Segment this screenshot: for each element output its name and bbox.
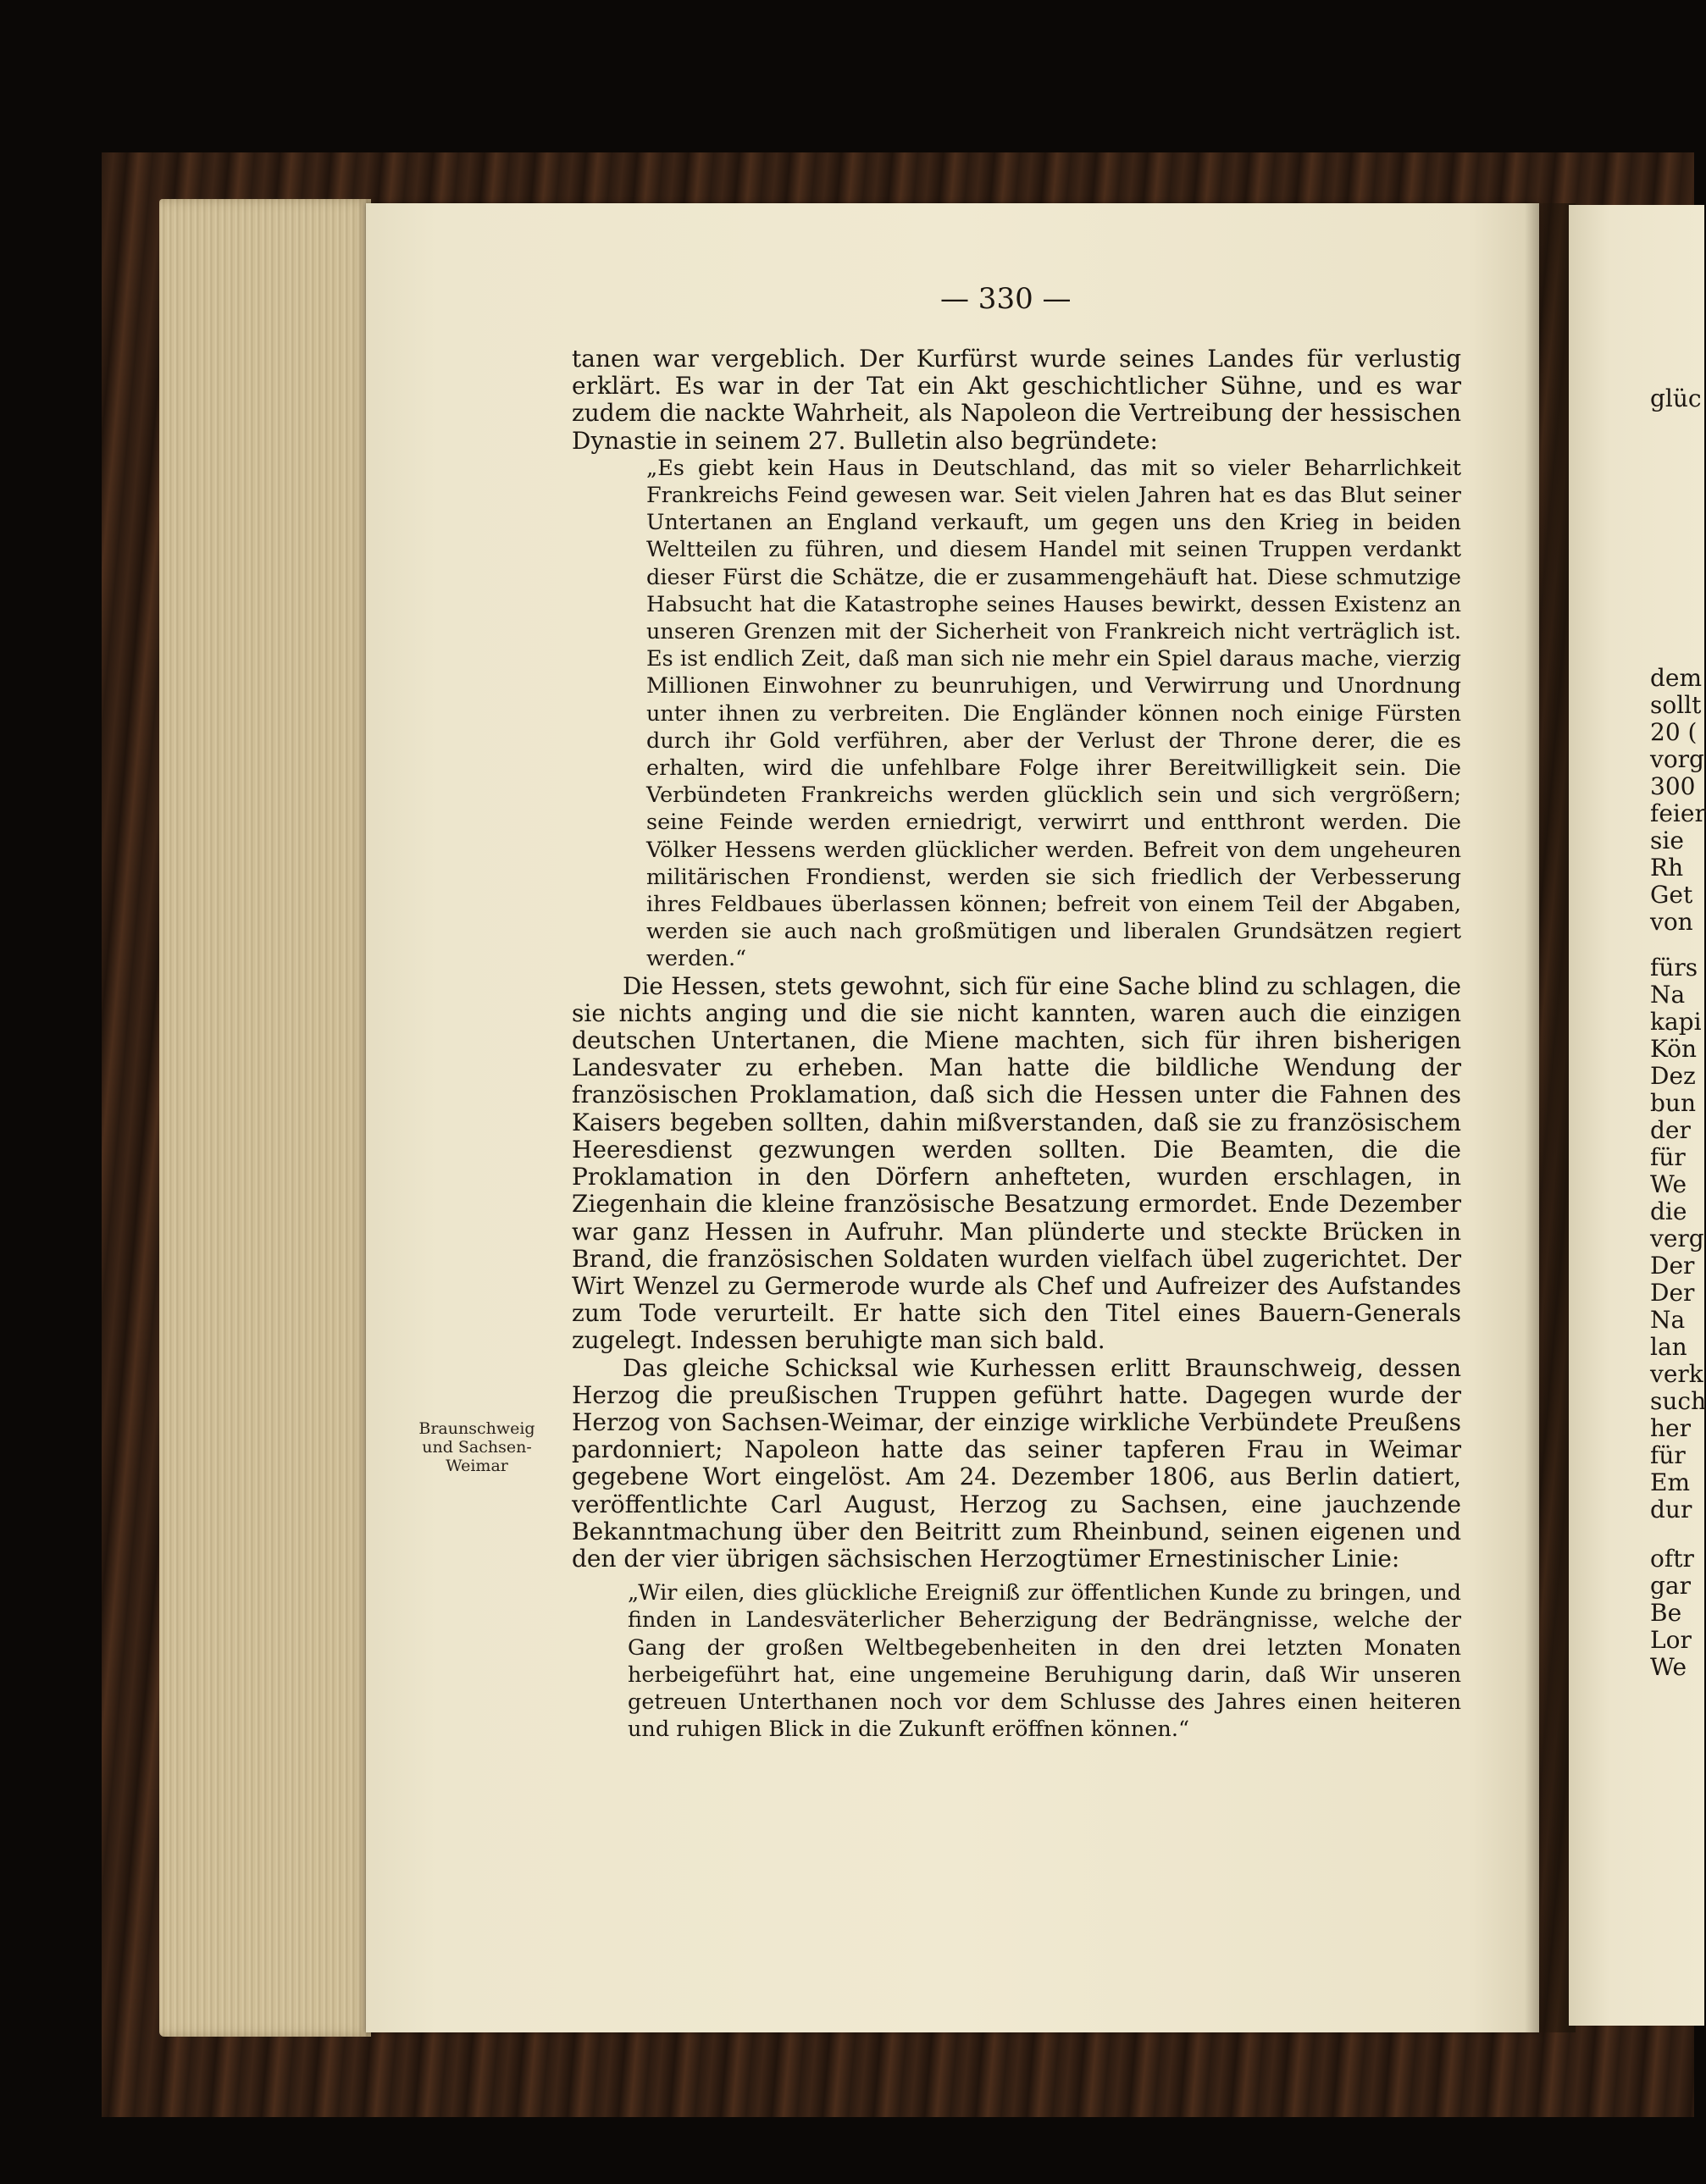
paragraph: Das gleiche Schicksal wie Kurhessen erlitt Braunschweig, dessen Herzog die preußischen Truppen geführt hatte. Dagegen wurde der Herzog von Sachsen-Weimar, der einzige wirkliche Verbündete Preußens pardonniert; Napoleon hatte das seiner tapferen Frau in Weimar gegebene Wort eingelöst. Am 24. Dezember 1806, aus Berlin datiert, veröffentlichte Carl August, Herzog zu Sachsen, eine jauchzende Bekanntmachung über den Beitritt zum Rheinbund, seinen eigenen und den der vier übrigen sächsischen Herzogtümer Ernestinischer Linie: xyxy=(572,1353,1461,1573)
facing-page-fragment: We xyxy=(1650,1653,1687,1681)
facing-page-text xyxy=(1650,384,1706,1706)
facing-page-fragment: Der xyxy=(1650,1279,1695,1307)
facing-page-fragment: 300 xyxy=(1650,772,1696,800)
facing-page-fragment: sollt xyxy=(1650,691,1702,719)
facing-page-fragment: glüc xyxy=(1650,384,1702,412)
facing-page-fragment: verg xyxy=(1650,1225,1704,1252)
facing-page-fragment: Na xyxy=(1650,981,1686,1009)
facing-page-fragment: die xyxy=(1650,1197,1687,1225)
facing-page-fragment: We xyxy=(1650,1170,1687,1198)
facing-page-fragment: Dez xyxy=(1650,1062,1696,1090)
facing-page-fragment: Get xyxy=(1650,881,1693,909)
facing-page-fragment: Der xyxy=(1650,1252,1695,1280)
facing-page-fragment: für xyxy=(1650,1441,1686,1469)
facing-page-fragment: gar xyxy=(1650,1572,1692,1600)
facing-page-fragment: von xyxy=(1650,908,1693,936)
facing-page-fragment: Be xyxy=(1650,1599,1682,1627)
facing-page-fragment: dem xyxy=(1650,664,1703,692)
margin-note: Braunschweig und Sachsen-Weimar xyxy=(418,1419,535,1475)
facing-page-fragment: 20 ( xyxy=(1650,718,1698,746)
facing-page-fragment: sie xyxy=(1650,827,1684,854)
facing-page-fragment: feier xyxy=(1650,799,1706,827)
page-block-edges xyxy=(159,199,371,2037)
facing-page-fragment: Em xyxy=(1650,1468,1690,1496)
facing-page-fragment: vorg xyxy=(1650,745,1704,773)
facing-page-fragment: dur xyxy=(1650,1496,1692,1523)
facing-page-fragment: Rh xyxy=(1650,854,1684,882)
facing-page-fragment: oftr xyxy=(1650,1545,1694,1573)
facing-page-fragment: kapi xyxy=(1650,1008,1702,1036)
facing-page-fragment: verk xyxy=(1650,1360,1703,1388)
block-quote: „Es giebt kein Haus in Deutschland, das mit so vieler Beharrlichkeit Frankreichs Feind gewesen war. Seit vielen Jahren hat es das Blut seiner Untertanen an England verkauft, um gegen uns den Krieg in beiden Weltteilen zu führen, und diesem Handel mit seinen Truppen verdankt dieser Fürst die Schätze, die er zusammengehäuft hat. Diese schmutzige Habsucht hat die Katastrophe seines Hauses bewirkt, dessen Existenz an unseren Grenzen mit der Sicherheit von Frankreich nicht verträglich ist. Es ist endlich Zeit, daß man sich nie mehr ein Spiel daraus mache, vierzig Millionen Einwohner zu beunruhigen, und Verwirrung und Unordnung unter ihnen zu verbreiten. Die Engländer können noch einige Fürsten durch ihr Gold verführen, aber der Verlust der Throne derer, die es erhalten, wird die unfehlbare Folge ihrer Bereitwilligkeit sein. Die Verbündeten Frankreichs werden glücklich sein und sich vergrößern; seine Feinde werden erniedrigt, verwirrt und entthront werden. Die Völker Hessens werden glücklicher werden. Befreit von dem ungeheuren militärischen Frondienst, werden sie sich friedlich der Verbesserung ihres Feldbaues überlassen können; befreit von einem Teil der Abgaben, werden sie auch nach großmütigen und liberalen Grundsätzen regiert werden.“ xyxy=(646,455,1461,972)
paragraph: Die Hessen, stets gewohnt, sich für eine Sache blind zu schlagen, die sie nichts anging und die sie nicht kannten, waren auch die einzigen deutschen Untertanen, die Miene machten, sich für ihren bisherigen Landesvater zu erheben. Man hatte die bildliche Wendung der französischen Proklamation, daß sich die Hessen unter die Fahnen des Kaisers begeben sollten, dahin mißverstanden, daß sie zu französischem Heeresdienst gezwungen werden sollten. Die Beamten, die die Proklamation in den Dörfern anhefteten, wurden erschlagen, in Ziegenhain die kleine französische Besatzung ermordet. Ende Dezember war ganz Hessen in Aufruhr. Man plünderte und steckte Brücken in Brand, die französischen Soldaten wurden vielfach übel zugerichtet. Der Wirt Wenzel zu Germerode wurde als Chef und Aufreizer des Aufstandes zum Tode verurteilt. Er hatte sich den Titel eines Bauern-Generals zugelegt. Indessen beruhigte man sich bald. xyxy=(572,971,1461,1355)
facing-page-fragment: Na xyxy=(1650,1306,1686,1334)
paragraph: tanen war vergeblich. Der Kurfürst wurde seines Landes für verlustig erklärt. Es war in der Tat ein Akt geschichtlicher Sühne, und es war zudem die nackte Wahrheit, als Napoleon die Vertreibung der hessischen Dynastie in seinem 27. Bulletin also begründete: xyxy=(572,345,1461,455)
facing-page-fragment: der xyxy=(1650,1116,1691,1144)
facing-page-fragment: lan xyxy=(1650,1333,1687,1361)
page-number: — 330 — xyxy=(940,282,1072,316)
book-gutter-shadow xyxy=(1525,203,1576,2032)
block-quote: „Wir eilen, dies glückliche Ereigniß zur öffentlichen Kunde zu bringen, und finden in Landesväterlicher Beherzigung der Bedrängnisse, welche der Gang der großen Weltbegebenheiten in den drei letzten Monaten herbeigeführt hat, eine ungemeine Beruhigung darin, daß Wir unseren getreuen Unterthanen noch vor dem Schlusse des Jahres einen heiteren und ruhigen Blick in die Zukunft eröffnen können.“ xyxy=(628,1580,1461,1743)
page-body xyxy=(572,346,1461,1743)
facing-page-fragment: für xyxy=(1650,1143,1686,1171)
facing-page-fragment: bun xyxy=(1650,1089,1696,1117)
facing-page-fragment: fürs xyxy=(1650,954,1698,981)
facing-page-fragment: her xyxy=(1650,1414,1691,1442)
facing-page-fragment: Kön xyxy=(1650,1035,1698,1063)
facing-page-fragment: such xyxy=(1650,1387,1706,1415)
facing-page-fragment: Lor xyxy=(1650,1626,1692,1654)
